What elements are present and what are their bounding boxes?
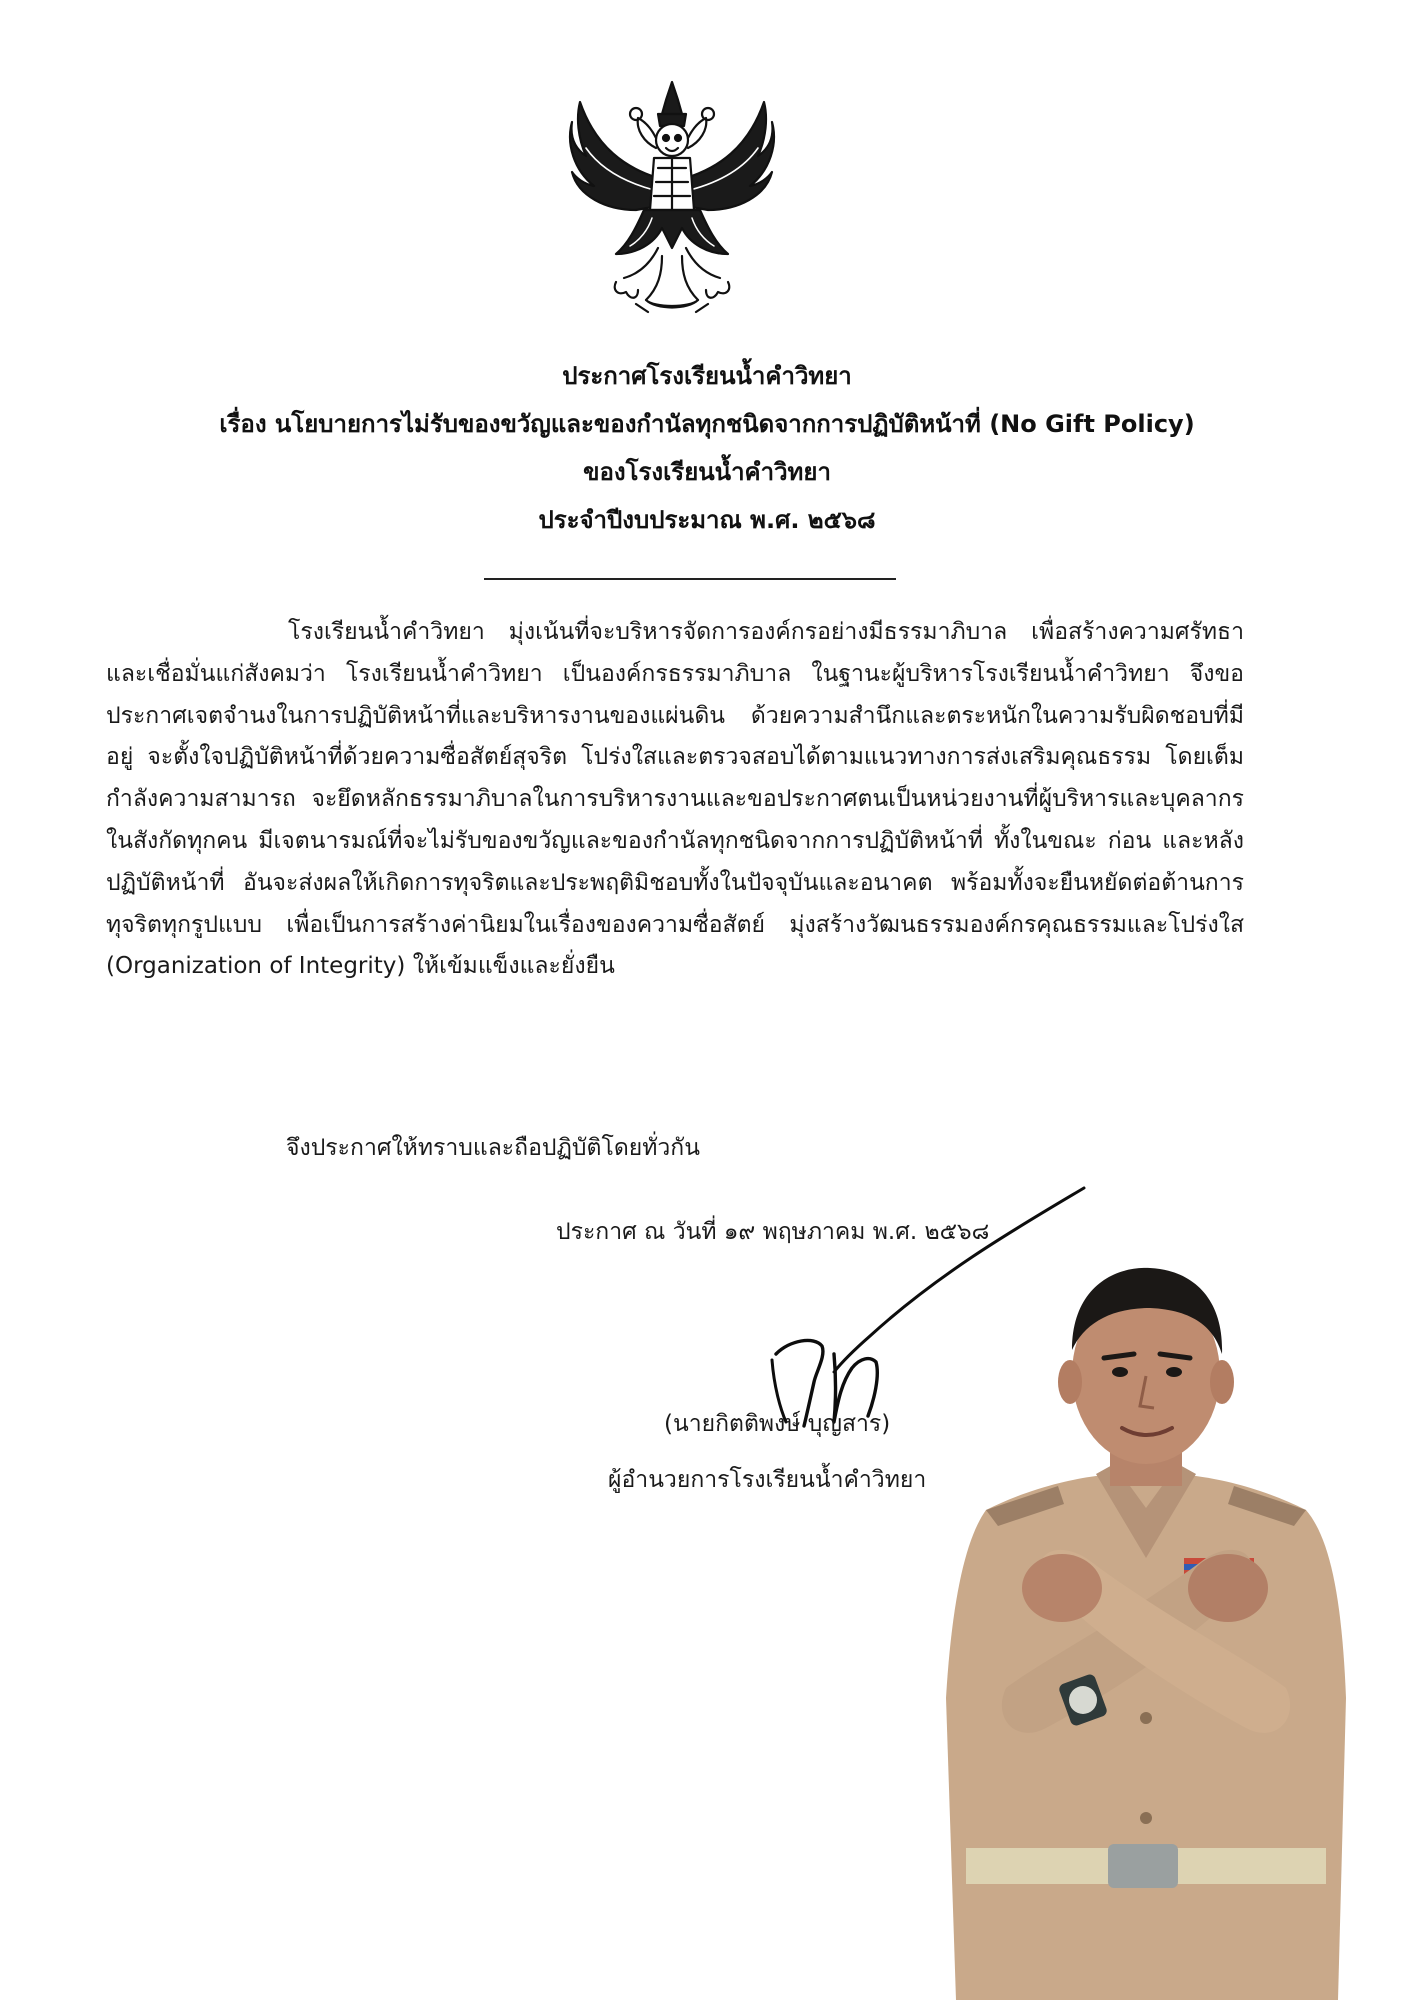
title-divider bbox=[484, 578, 896, 580]
policy-paragraph: โรงเรียนน้ำคำวิทยา มุ่งเน้นที่จะบริหารจัดการองค์กรอย่างมีธรรมาภิบาล เพื่อสร้างความศรัทธาและเชื่อมั่นแก่สังคมว่า โรงเรียนน้ำคำวิทยา เป็นองค์กรธรรมาภิบาล ในฐานะผู้บริหารโรงเรียนน้ำคำวิทยา จึงขอประกาศเจตจำนงในการปฏิบัติหน้าที่และบริหารงานของแผ่นดิน ด้วยความสำนึกและตระหนักในความรับผิดชอบที่มีอยู่ จะตั้งใจปฏิบัติหน้าที่ด้วยความซื่อสัตย์สุจริต โปร่งใสและตรวจสอบได้ตามแนวทางการส่งเสริมคุณธรรม โดยเต็มกำลังความสามารถ จะยึดหลักธรรมาภิบาลในการบริหารงานและขอประกาศตนเป็นหน่วยงานที่ผู้บริหารและบุคลากรในสังกัดทุกคน มีเจตนารมณ์ที่จะไม่รับของขวัญและของกำนัลทุกชนิดจากการปฏิบัติหน้าที่ ทั้งในขณะ ก่อน และหลังปฏิบัติหน้าที่ อันจะส่งผลให้เกิดการทุจริตและประพฤติมิชอบทั้งในปัจจุบันและอนาคต พร้อมทั้งจะยืนหยัดต่อต้านการทุจริตทุกรูปแบบ เพื่อเป็นการสร้างค่านิยมในเรื่องของความซื่อสัตย์ มุ่งสร้างวัฒนธรรมองค์กรคุณธรรมและโปร่งใส (Organization of Integrity) ให้เข้มแข็งและยั่งยืน bbox=[106, 619, 1244, 980]
signer-name: (นายกิตติพงษ์ บุญสาร) bbox=[664, 1411, 891, 1437]
director-portrait-icon bbox=[946, 1258, 1346, 2000]
announcement-date: ประกาศ ณ วันที่ ๑๙ พฤษภาคม พ.ศ. ๒๕๖๘ bbox=[556, 1219, 990, 1245]
announcement-issuer: ประกาศโรงเรียนน้ำคำวิทยา bbox=[562, 362, 852, 390]
signer-title: ผู้อำนวยการโรงเรียนน้ำคำวิทยา bbox=[608, 1467, 927, 1493]
announcement-school: ของโรงเรียนน้ำคำวิทยา bbox=[583, 458, 831, 486]
closing-statement: จึงประกาศให้ทราบและถือปฏิบัติโดยทั่วกัน bbox=[286, 1135, 700, 1161]
garuda-emblem-icon bbox=[566, 78, 778, 314]
announcement-fiscal-year: ประจำปีงบประมาณ พ.ศ. ๒๕๖๘ bbox=[538, 506, 876, 534]
announcement-subject: เรื่อง นโยบายการไม่รับของขวัญและของกำนัลทุกชนิดจากการปฏิบัติหน้าที่ (No Gift Policy) bbox=[219, 410, 1195, 438]
